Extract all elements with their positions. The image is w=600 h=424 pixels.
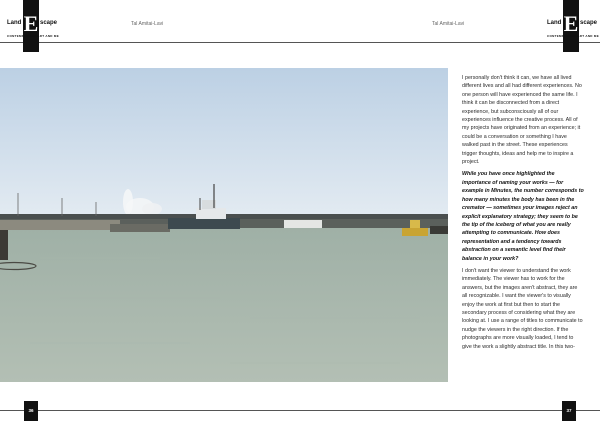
- article-paragraph: I don't want the viewer to understand the work immediately. The viewer has to work for the answers, but the images aren't abstract, they are all recognizable. I want the viewer's to visually enjoy the work at first but then to start the secondary process of considering what they are looking at. I use a range of titles to communicate to nudge the viewers in the right direction. If the photographs are more visually loaded, I tend to give the work a slightly abstract title. In this two-: [462, 267, 583, 350]
- article-paragraph: I personally don't think it can, we have all lived different lives and all had different experiences. No one person will have experienced the same life. I think it can be disconnected from a direct experience, but subconsciously all of our experiences influence the creative process. All of my projects have originated from an experience; it could be a conversation or something I have walked past in the street. These experiences trigger thoughts, ideas and help me to inspire a project.: [462, 75, 582, 166]
- running-header-right: Tal Amitai-Lavi: [432, 21, 465, 27]
- running-header-left: Tal Amitai-Lavi: [131, 21, 164, 27]
- magazine-logo-right: [546, 0, 600, 52]
- logo-word-land: Land: [7, 20, 22, 26]
- page-number-right: 37: [562, 401, 576, 421]
- magazine-logo-left: [6, 0, 66, 52]
- logo-word-land: Land: [547, 20, 562, 26]
- interview-question: While you have once highlighted the importance of naming your works — for example in Minutes, the number corresponds to how many minutes the body has been in the cremator — sometimes your images reject an explicit explanatory strategy; they seem to be the tip of the iceberg of what you are really attempting to communicate. How does representation and a tendency towards abstraction on a semantic level find their balance in your work?: [462, 171, 584, 262]
- page-number-left: 36: [24, 401, 38, 421]
- logo-subtitle: CONTEMPORARY ART AND ME: [547, 34, 600, 38]
- logo-word-scape: scape: [40, 20, 58, 26]
- harbour-photograph: [0, 68, 448, 382]
- article-text-column: [462, 74, 584, 355]
- logo-letter: E: [563, 11, 579, 36]
- logo-word-scape: scape: [580, 20, 598, 26]
- logo-letter: E: [23, 11, 39, 36]
- header-rule: [0, 42, 600, 43]
- footer-rule: [0, 410, 600, 411]
- logo-subtitle: CONTEMPORARY ART AND ME: [7, 34, 60, 38]
